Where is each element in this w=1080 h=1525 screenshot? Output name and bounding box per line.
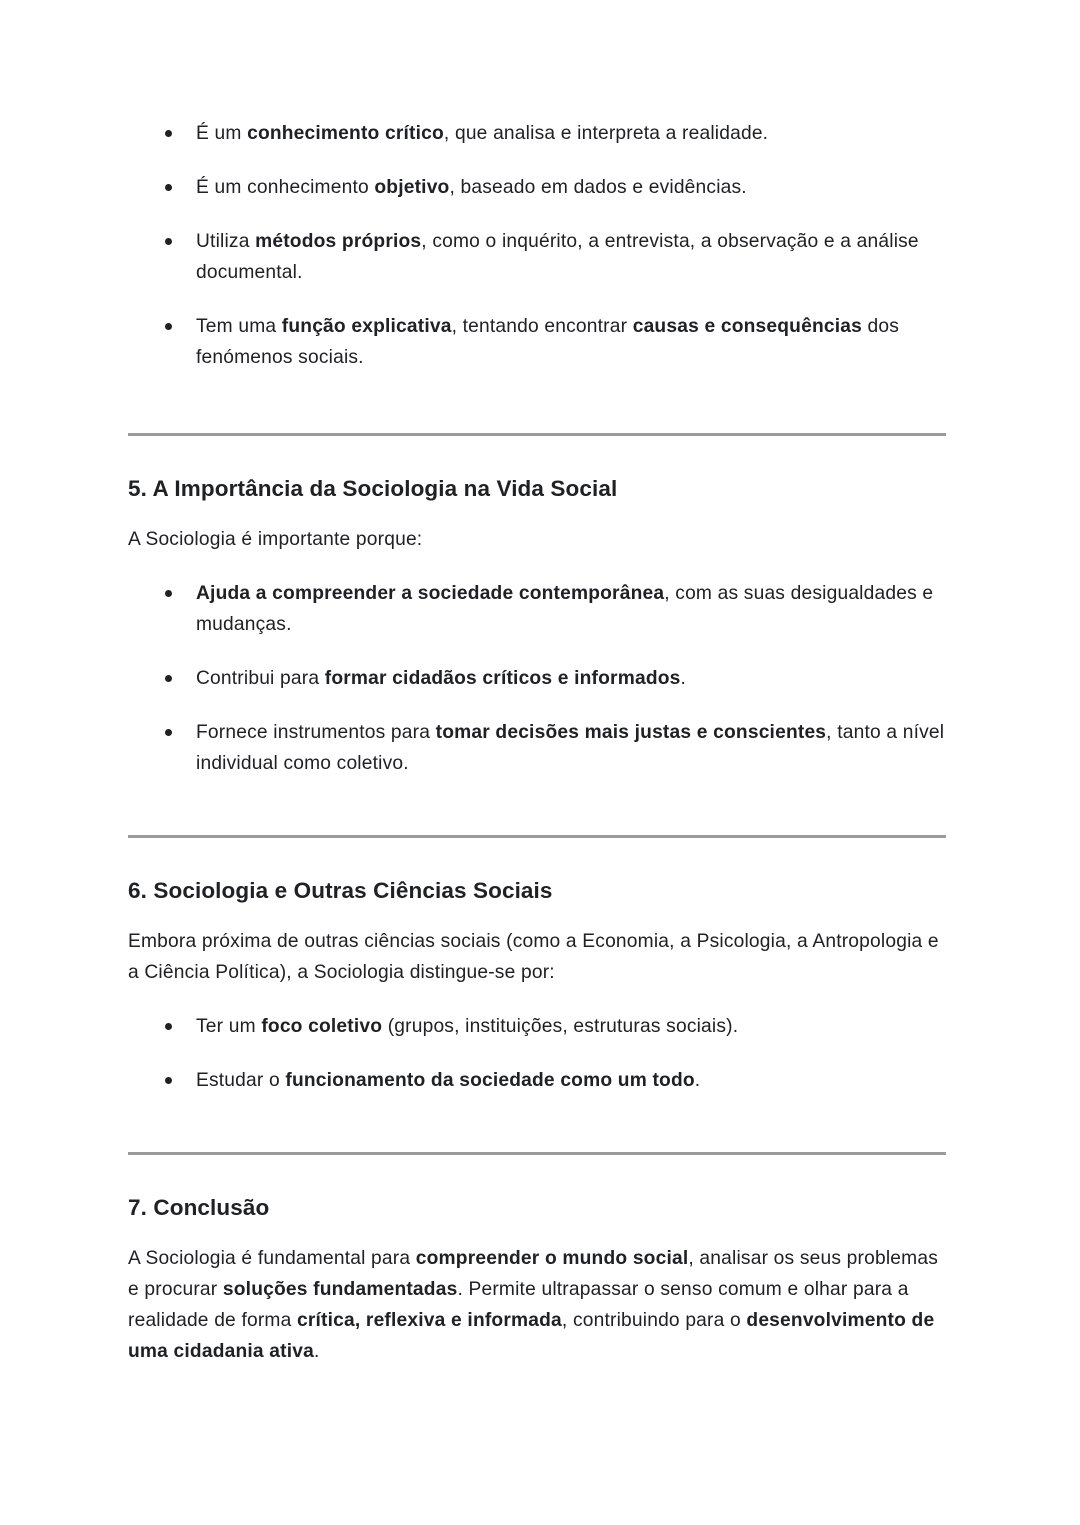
spacer (128, 504, 946, 524)
emphasis-text: crítica, reflexiva e informada (296, 1310, 562, 1331)
plain-text: . Permite ultrapassar o senso comum e olhar para a realidade de forma (128, 1279, 909, 1331)
plain-text: , tanto a nível individual como coletivo. (196, 722, 945, 774)
list-item-text (196, 123, 768, 144)
list-section-6-distinctions (128, 1011, 946, 1096)
heading-section-5: 5. A Importância da Sociologia na Vida Social (128, 476, 618, 501)
heading-section-6: 6. Sociologia e Outras Ciências Sociais (128, 878, 553, 903)
spacer (128, 555, 946, 578)
list-item-text (196, 316, 899, 368)
bullet-dot-icon (165, 590, 172, 597)
list-item (128, 172, 946, 203)
plain-text: , como o inquérito, a entrevista, a observação e a análise documental. (196, 231, 919, 283)
list-item-text (196, 668, 686, 689)
bullet-dot-icon (165, 323, 172, 330)
list-item (128, 578, 946, 640)
list-item-text (196, 231, 919, 283)
spacer (128, 906, 946, 926)
emphasis-text: desenvolvimento de uma cidadania ativa (128, 1310, 935, 1362)
list-item-spacer (128, 694, 946, 717)
bullet-dot-icon (165, 238, 172, 245)
spacer (128, 436, 946, 474)
emphasis-text: métodos próprios (255, 231, 422, 252)
plain-text: Ter um (196, 1016, 262, 1037)
list-item-spacer (128, 640, 946, 663)
spacer (128, 1223, 946, 1243)
emphasis-text: tomar decisões mais justas e conscientes (435, 722, 827, 743)
plain-text: dos fenómenos sociais. (196, 316, 900, 368)
plain-text: , analisar os seus problemas e procurar (128, 1248, 938, 1300)
spacer (128, 373, 946, 433)
bullet-dot-icon (165, 184, 172, 191)
bullet-dot-icon (165, 1023, 172, 1030)
list-section-5-importance (128, 578, 946, 779)
list-item-spacer (128, 1042, 946, 1065)
spacer (128, 838, 946, 876)
document-content (128, 118, 946, 1367)
bullet-dot-icon (165, 1077, 172, 1084)
plain-text: , baseado em dados e evidências. (449, 177, 747, 198)
list-item-text (196, 177, 747, 198)
plain-text: , tentando encontrar (451, 316, 633, 337)
spacer (128, 779, 946, 835)
list-item (128, 717, 946, 779)
list-item (128, 311, 946, 373)
paragraph-section-7-conclusion (128, 1243, 946, 1367)
list-item-text (196, 583, 933, 635)
plain-text: . (694, 1070, 701, 1091)
emphasis-text: soluções fundamentadas (222, 1279, 458, 1300)
list-item (128, 226, 946, 288)
plain-text: É um conhecimento (196, 177, 375, 198)
list-item-text (196, 722, 944, 774)
list-item (128, 118, 946, 149)
spacer (128, 988, 946, 1011)
emphasis-text: conhecimento crítico (247, 123, 444, 144)
list-sociology-characteristics (128, 118, 946, 373)
list-item-spacer (128, 203, 946, 226)
emphasis-text: Ajuda a compreender a sociedade contemporânea (196, 583, 665, 604)
plain-text: . (314, 1341, 320, 1362)
paragraph-section-6-intro: Embora próxima de outras ciências sociais (como a Economia, a Psicologia, a Antropologia e a Ciência Política), a Sociologia distingue-se por: (128, 931, 939, 983)
emphasis-text: funcionamento da sociedade como um todo (285, 1070, 695, 1091)
heading-section-7: 7. Conclusão (128, 1195, 270, 1220)
plain-text: Tem uma (196, 316, 282, 337)
list-item (128, 663, 946, 694)
plain-text: Utiliza (196, 231, 256, 252)
emphasis-text: compreender o mundo social (415, 1248, 689, 1269)
list-item-spacer (128, 288, 946, 311)
spacer (128, 1155, 946, 1193)
spacer (128, 1096, 946, 1152)
plain-text: , contribuindo para o (561, 1310, 747, 1331)
plain-text: A Sociologia é fundamental para (128, 1248, 416, 1269)
list-item (128, 1065, 946, 1096)
plain-text: , com as suas desigualdades e mudanças. (196, 583, 934, 635)
plain-text: Fornece instrumentos para (196, 722, 436, 743)
list-item (128, 1011, 946, 1042)
plain-text: Contribui para (196, 668, 325, 689)
plain-text: . (680, 668, 687, 689)
plain-text: , que analisa e interpreta a realidade. (443, 123, 769, 144)
list-item-text (196, 1070, 700, 1091)
bullet-dot-icon (165, 729, 172, 736)
list-item-spacer (128, 149, 946, 172)
plain-text: (grupos, instituições, estruturas sociais). (382, 1016, 739, 1037)
emphasis-text: formar cidadãos críticos e informados (324, 668, 681, 689)
plain-text: Estudar o (196, 1070, 286, 1091)
list-item-text (196, 1016, 738, 1037)
plain-text: É um (196, 123, 248, 144)
emphasis-text: causas e consequências (632, 316, 862, 337)
paragraph-section-5-intro: A Sociologia é importante porque: (128, 529, 423, 550)
emphasis-text: objetivo (374, 177, 450, 198)
bullet-dot-icon (165, 675, 172, 682)
bullet-dot-icon (165, 130, 172, 137)
emphasis-text: foco coletivo (261, 1016, 383, 1037)
emphasis-text: função explicativa (281, 316, 452, 337)
